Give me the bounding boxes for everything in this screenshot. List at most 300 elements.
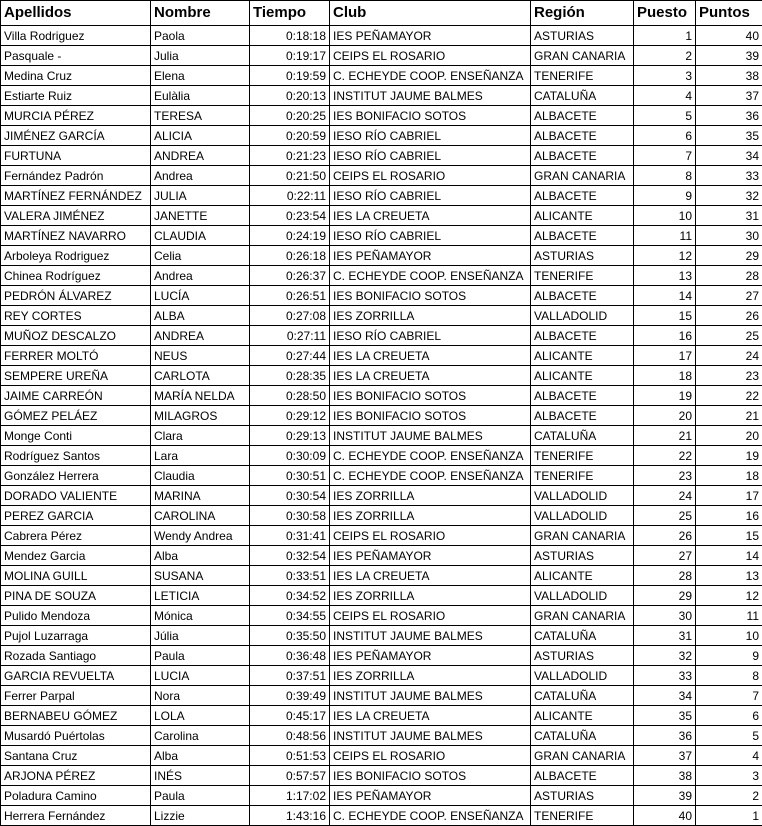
region-cell: ALICANTE — [531, 366, 634, 386]
puntos-cell: 28 — [696, 266, 762, 286]
club-cell: C. ECHEYDE COOP. ENSEÑANZA — [330, 266, 531, 286]
club-cell: CEIPS EL ROSARIO — [330, 606, 531, 626]
nombre-cell: Nora — [151, 686, 250, 706]
club-cell: CEIPS EL ROSARIO — [330, 526, 531, 546]
club-cell: IES PEÑAMAYOR — [330, 646, 531, 666]
club-cell: IES LA CREUETA — [330, 206, 531, 226]
tiempo-cell: 0:51:53 — [250, 746, 330, 766]
puntos-cell: 33 — [696, 166, 762, 186]
tiempo-cell: 0:33:51 — [250, 566, 330, 586]
region-cell: CATALUÑA — [531, 626, 634, 646]
nombre-cell: Mónica — [151, 606, 250, 626]
apellidos-cell: FURTUNA — [1, 146, 151, 166]
club-cell: C. ECHEYDE COOP. ENSEÑANZA — [330, 466, 531, 486]
puesto-cell: 39 — [634, 786, 696, 806]
puesto-cell: 26 — [634, 526, 696, 546]
puesto-cell: 23 — [634, 466, 696, 486]
region-cell: ALBACETE — [531, 126, 634, 146]
tiempo-cell: 0:29:13 — [250, 426, 330, 446]
apellidos-cell: Pulido Mendoza — [1, 606, 151, 626]
puntos-cell: 12 — [696, 586, 762, 606]
tiempo-cell: 0:45:17 — [250, 706, 330, 726]
puntos-cell: 38 — [696, 66, 762, 86]
nombre-cell: LETICIA — [151, 586, 250, 606]
puesto-cell: 22 — [634, 446, 696, 466]
puesto-cell: 29 — [634, 586, 696, 606]
region-cell: GRAN CANARIA — [531, 166, 634, 186]
puesto-cell: 18 — [634, 366, 696, 386]
table-row — [1, 346, 762, 366]
table-row — [1, 66, 762, 86]
apellidos-cell: Monge Conti — [1, 426, 151, 446]
apellidos-cell: PEREZ GARCIA — [1, 506, 151, 526]
nombre-cell: MARÍA NELDA — [151, 386, 250, 406]
apellidos-cell: Medina Cruz — [1, 66, 151, 86]
header-tiempo: Tiempo — [250, 1, 330, 26]
apellidos-cell: Poladura Camino — [1, 786, 151, 806]
tiempo-cell: 0:30:58 — [250, 506, 330, 526]
puesto-cell: 40 — [634, 806, 696, 826]
club-cell: IES ZORRILLA — [330, 506, 531, 526]
nombre-cell: Alba — [151, 546, 250, 566]
puesto-cell: 19 — [634, 386, 696, 406]
apellidos-cell: Estiarte Ruiz — [1, 86, 151, 106]
region-cell: ALICANTE — [531, 566, 634, 586]
apellidos-cell: ARJONA PÉREZ — [1, 766, 151, 786]
tiempo-cell: 0:20:13 — [250, 86, 330, 106]
table-row — [1, 146, 762, 166]
table-row — [1, 286, 762, 306]
tiempo-cell: 0:57:57 — [250, 766, 330, 786]
header-club: Club — [330, 1, 531, 26]
nombre-cell: LOLA — [151, 706, 250, 726]
club-cell: INSTITUT JAUME BALMES — [330, 86, 531, 106]
table-row — [1, 646, 762, 666]
tiempo-cell: 0:21:23 — [250, 146, 330, 166]
apellidos-cell: Santana Cruz — [1, 746, 151, 766]
header-row — [1, 1, 762, 26]
puesto-cell: 2 — [634, 46, 696, 66]
nombre-cell: Julia — [151, 46, 250, 66]
club-cell: C. ECHEYDE COOP. ENSEÑANZA — [330, 66, 531, 86]
region-cell: CATALUÑA — [531, 86, 634, 106]
puntos-cell: 27 — [696, 286, 762, 306]
puntos-cell: 39 — [696, 46, 762, 66]
nombre-cell: TERESA — [151, 106, 250, 126]
puesto-cell: 11 — [634, 226, 696, 246]
region-cell: TENERIFE — [531, 466, 634, 486]
tiempo-cell: 0:24:19 — [250, 226, 330, 246]
table-row — [1, 206, 762, 226]
puntos-cell: 35 — [696, 126, 762, 146]
club-cell: IES BONIFACIO SOTOS — [330, 386, 531, 406]
puesto-cell: 30 — [634, 606, 696, 626]
nombre-cell: INÉS — [151, 766, 250, 786]
region-cell: TENERIFE — [531, 446, 634, 466]
puesto-cell: 15 — [634, 306, 696, 326]
club-cell: IES BONIFACIO SOTOS — [330, 406, 531, 426]
nombre-cell: Lara — [151, 446, 250, 466]
tiempo-cell: 0:30:54 — [250, 486, 330, 506]
region-cell: ALBACETE — [531, 146, 634, 166]
puesto-cell: 34 — [634, 686, 696, 706]
region-cell: ALBACETE — [531, 326, 634, 346]
table-row — [1, 486, 762, 506]
puntos-cell: 25 — [696, 326, 762, 346]
club-cell: IES ZORRILLA — [330, 486, 531, 506]
puntos-cell: 29 — [696, 246, 762, 266]
apellidos-cell: MARTÍNEZ FERNÁNDEZ — [1, 186, 151, 206]
apellidos-cell: SEMPERE UREÑA — [1, 366, 151, 386]
nombre-cell: NEUS — [151, 346, 250, 366]
puntos-cell: 1 — [696, 806, 762, 826]
region-cell: GRAN CANARIA — [531, 746, 634, 766]
puntos-cell: 26 — [696, 306, 762, 326]
nombre-cell: Clara — [151, 426, 250, 446]
puesto-cell: 28 — [634, 566, 696, 586]
nombre-cell: ALBA — [151, 306, 250, 326]
club-cell: IES PEÑAMAYOR — [330, 786, 531, 806]
region-cell: ASTURIAS — [531, 246, 634, 266]
region-cell: ASTURIAS — [531, 546, 634, 566]
tiempo-cell: 0:36:48 — [250, 646, 330, 666]
apellidos-cell: GÓMEZ PELÁEZ — [1, 406, 151, 426]
table-row — [1, 306, 762, 326]
table-row — [1, 746, 762, 766]
nombre-cell: Andrea — [151, 166, 250, 186]
apellidos-cell: DORADO VALIENTE — [1, 486, 151, 506]
club-cell: IESO RÍO CABRIEL — [330, 226, 531, 246]
nombre-cell: Claudia — [151, 466, 250, 486]
puntos-cell: 5 — [696, 726, 762, 746]
puntos-cell: 30 — [696, 226, 762, 246]
nombre-cell: MARINA — [151, 486, 250, 506]
region-cell: TENERIFE — [531, 66, 634, 86]
apellidos-cell: MOLINA GUILL — [1, 566, 151, 586]
region-cell: GRAN CANARIA — [531, 46, 634, 66]
apellidos-cell: MURCIA PÉREZ — [1, 106, 151, 126]
table-row — [1, 666, 762, 686]
puntos-cell: 10 — [696, 626, 762, 646]
club-cell: IES PEÑAMAYOR — [330, 246, 531, 266]
puntos-cell: 18 — [696, 466, 762, 486]
table-row — [1, 226, 762, 246]
puntos-cell: 2 — [696, 786, 762, 806]
tiempo-cell: 0:37:51 — [250, 666, 330, 686]
header-puesto: Puesto — [634, 1, 696, 26]
club-cell: IESO RÍO CABRIEL — [330, 146, 531, 166]
apellidos-cell: Cabrera Pérez — [1, 526, 151, 546]
puesto-cell: 7 — [634, 146, 696, 166]
nombre-cell: CLAUDIA — [151, 226, 250, 246]
nombre-cell: ANDREA — [151, 326, 250, 346]
tiempo-cell: 0:34:52 — [250, 586, 330, 606]
nombre-cell: Eulàlia — [151, 86, 250, 106]
nombre-cell: Carolina — [151, 726, 250, 746]
apellidos-cell: Villa Rodriguez — [1, 26, 151, 46]
table-row — [1, 366, 762, 386]
region-cell: VALLADOLID — [531, 586, 634, 606]
tiempo-cell: 0:19:59 — [250, 66, 330, 86]
table-row — [1, 766, 762, 786]
region-cell: VALLADOLID — [531, 506, 634, 526]
puesto-cell: 6 — [634, 126, 696, 146]
table-row — [1, 466, 762, 486]
apellidos-cell: Arboleya Rodriguez — [1, 246, 151, 266]
tiempo-cell: 1:43:16 — [250, 806, 330, 826]
club-cell: CEIPS EL ROSARIO — [330, 746, 531, 766]
puesto-cell: 33 — [634, 666, 696, 686]
region-cell: CATALUÑA — [531, 686, 634, 706]
apellidos-cell: VALERA JIMÉNEZ — [1, 206, 151, 226]
apellidos-cell: FERRER MOLTÓ — [1, 346, 151, 366]
apellidos-cell: REY CORTES — [1, 306, 151, 326]
puesto-cell: 10 — [634, 206, 696, 226]
puntos-cell: 24 — [696, 346, 762, 366]
region-cell: TENERIFE — [531, 806, 634, 826]
puesto-cell: 24 — [634, 486, 696, 506]
table-header — [1, 1, 762, 26]
nombre-cell: Paula — [151, 646, 250, 666]
puesto-cell: 25 — [634, 506, 696, 526]
puesto-cell: 3 — [634, 66, 696, 86]
puntos-cell: 23 — [696, 366, 762, 386]
nombre-cell: Celia — [151, 246, 250, 266]
tiempo-cell: 0:22:11 — [250, 186, 330, 206]
apellidos-cell: GARCIA REVUELTA — [1, 666, 151, 686]
puntos-cell: 16 — [696, 506, 762, 526]
apellidos-cell: Rodríguez Santos — [1, 446, 151, 466]
table-row — [1, 26, 762, 46]
nombre-cell: Andrea — [151, 266, 250, 286]
region-cell: CATALUÑA — [531, 426, 634, 446]
nombre-cell: Paula — [151, 786, 250, 806]
table-row — [1, 246, 762, 266]
club-cell: IES PEÑAMAYOR — [330, 546, 531, 566]
puntos-cell: 34 — [696, 146, 762, 166]
table-row — [1, 106, 762, 126]
tiempo-cell: 0:26:51 — [250, 286, 330, 306]
club-cell: IES LA CREUETA — [330, 566, 531, 586]
header-region: Región — [531, 1, 634, 26]
region-cell: ASTURIAS — [531, 786, 634, 806]
puntos-cell: 22 — [696, 386, 762, 406]
header-puntos: Puntos — [696, 1, 762, 26]
club-cell: IES BONIFACIO SOTOS — [330, 766, 531, 786]
club-cell: IES LA CREUETA — [330, 706, 531, 726]
tiempo-cell: 0:28:50 — [250, 386, 330, 406]
tiempo-cell: 0:39:49 — [250, 686, 330, 706]
nombre-cell: JULIA — [151, 186, 250, 206]
region-cell: ALBACETE — [531, 766, 634, 786]
puesto-cell: 9 — [634, 186, 696, 206]
puesto-cell: 13 — [634, 266, 696, 286]
table-row — [1, 686, 762, 706]
region-cell: GRAN CANARIA — [531, 606, 634, 626]
apellidos-cell: MUÑOZ DESCALZO — [1, 326, 151, 346]
table-row — [1, 586, 762, 606]
puesto-cell: 8 — [634, 166, 696, 186]
club-cell: INSTITUT JAUME BALMES — [330, 426, 531, 446]
table-row — [1, 546, 762, 566]
nombre-cell: Alba — [151, 746, 250, 766]
puesto-cell: 35 — [634, 706, 696, 726]
table-row — [1, 786, 762, 806]
apellidos-cell: JIMÉNEZ GARCÍA — [1, 126, 151, 146]
club-cell: IES PEÑAMAYOR — [330, 26, 531, 46]
table-row — [1, 406, 762, 426]
puntos-cell: 37 — [696, 86, 762, 106]
table-row — [1, 126, 762, 146]
tiempo-cell: 0:32:54 — [250, 546, 330, 566]
puesto-cell: 20 — [634, 406, 696, 426]
tiempo-cell: 0:28:35 — [250, 366, 330, 386]
puesto-cell: 4 — [634, 86, 696, 106]
club-cell: INSTITUT JAUME BALMES — [330, 686, 531, 706]
region-cell: ALICANTE — [531, 346, 634, 366]
tiempo-cell: 0:48:56 — [250, 726, 330, 746]
tiempo-cell: 1:17:02 — [250, 786, 330, 806]
puntos-cell: 7 — [696, 686, 762, 706]
table-row — [1, 706, 762, 726]
puntos-cell: 21 — [696, 406, 762, 426]
table-row — [1, 326, 762, 346]
table-row — [1, 566, 762, 586]
tiempo-cell: 0:26:18 — [250, 246, 330, 266]
nombre-cell: LUCÍA — [151, 286, 250, 306]
puntos-cell: 13 — [696, 566, 762, 586]
tiempo-cell: 0:35:50 — [250, 626, 330, 646]
tiempo-cell: 0:30:09 — [250, 446, 330, 466]
nombre-cell: LUCIA — [151, 666, 250, 686]
nombre-cell: SUSANA — [151, 566, 250, 586]
club-cell: INSTITUT JAUME BALMES — [330, 726, 531, 746]
apellidos-cell: Pujol Luzarraga — [1, 626, 151, 646]
puesto-cell: 12 — [634, 246, 696, 266]
region-cell: ASTURIAS — [531, 646, 634, 666]
club-cell: IES ZORRILLA — [330, 666, 531, 686]
puesto-cell: 17 — [634, 346, 696, 366]
table-body — [1, 26, 762, 826]
table-row — [1, 46, 762, 66]
apellidos-cell: BERNABEU GÓMEZ — [1, 706, 151, 726]
puesto-cell: 14 — [634, 286, 696, 306]
puesto-cell: 31 — [634, 626, 696, 646]
header-apellidos: Apellidos — [1, 1, 151, 26]
puntos-cell: 19 — [696, 446, 762, 466]
region-cell: ALBACETE — [531, 186, 634, 206]
apellidos-cell: González Herrera — [1, 466, 151, 486]
club-cell: IESO RÍO CABRIEL — [330, 326, 531, 346]
apellidos-cell: Chinea Rodríguez — [1, 266, 151, 286]
puntos-cell: 31 — [696, 206, 762, 226]
region-cell: ALBACETE — [531, 106, 634, 126]
club-cell: CEIPS EL ROSARIO — [330, 46, 531, 66]
club-cell: C. ECHEYDE COOP. ENSEÑANZA — [330, 806, 531, 826]
tiempo-cell: 0:31:41 — [250, 526, 330, 546]
puntos-cell: 6 — [696, 706, 762, 726]
puntos-cell: 36 — [696, 106, 762, 126]
table-row — [1, 606, 762, 626]
tiempo-cell: 0:27:11 — [250, 326, 330, 346]
tiempo-cell: 0:27:08 — [250, 306, 330, 326]
nombre-cell: Elena — [151, 66, 250, 86]
nombre-cell: CAROLINA — [151, 506, 250, 526]
nombre-cell: Lizzie — [151, 806, 250, 826]
puesto-cell: 37 — [634, 746, 696, 766]
region-cell: CATALUÑA — [531, 726, 634, 746]
table-row — [1, 426, 762, 446]
nombre-cell: JANETTE — [151, 206, 250, 226]
nombre-cell: Wendy Andrea — [151, 526, 250, 546]
table-row — [1, 526, 762, 546]
club-cell: IES BONIFACIO SOTOS — [330, 286, 531, 306]
puesto-cell: 16 — [634, 326, 696, 346]
nombre-cell: ANDREA — [151, 146, 250, 166]
nombre-cell: Paola — [151, 26, 250, 46]
puntos-cell: 17 — [696, 486, 762, 506]
apellidos-cell: Rozada Santiago — [1, 646, 151, 666]
club-cell: IES ZORRILLA — [330, 586, 531, 606]
club-cell: IES BONIFACIO SOTOS — [330, 106, 531, 126]
table-row — [1, 626, 762, 646]
nombre-cell: Júlia — [151, 626, 250, 646]
apellidos-cell: Pasquale - — [1, 46, 151, 66]
apellidos-cell: Mendez Garcia — [1, 546, 151, 566]
tiempo-cell: 0:20:25 — [250, 106, 330, 126]
puntos-cell: 4 — [696, 746, 762, 766]
puntos-cell: 8 — [696, 666, 762, 686]
apellidos-cell: MARTÍNEZ NAVARRO — [1, 226, 151, 246]
puesto-cell: 36 — [634, 726, 696, 746]
table-row — [1, 186, 762, 206]
club-cell: IESO RÍO CABRIEL — [330, 186, 531, 206]
apellidos-cell: JAIME CARREÓN — [1, 386, 151, 406]
table-row — [1, 806, 762, 826]
apellidos-cell: Musardó Puértolas — [1, 726, 151, 746]
puesto-cell: 5 — [634, 106, 696, 126]
nombre-cell: CARLOTA — [151, 366, 250, 386]
tiempo-cell: 0:18:18 — [250, 26, 330, 46]
tiempo-cell: 0:19:17 — [250, 46, 330, 66]
club-cell: CEIPS EL ROSARIO — [330, 166, 531, 186]
puntos-cell: 32 — [696, 186, 762, 206]
puntos-cell: 40 — [696, 26, 762, 46]
nombre-cell: MILAGROS — [151, 406, 250, 426]
region-cell: ASTURIAS — [531, 26, 634, 46]
region-cell: ALBACETE — [531, 226, 634, 246]
tiempo-cell: 0:29:12 — [250, 406, 330, 426]
region-cell: VALLADOLID — [531, 486, 634, 506]
region-cell: ALICANTE — [531, 706, 634, 726]
puesto-cell: 27 — [634, 546, 696, 566]
table-row — [1, 266, 762, 286]
puntos-cell: 11 — [696, 606, 762, 626]
club-cell: IES ZORRILLA — [330, 306, 531, 326]
region-cell: ALICANTE — [531, 206, 634, 226]
puntos-cell: 20 — [696, 426, 762, 446]
region-cell: ALBACETE — [531, 286, 634, 306]
header-nombre: Nombre — [151, 1, 250, 26]
apellidos-cell: Herrera Fernández — [1, 806, 151, 826]
club-cell: C. ECHEYDE COOP. ENSEÑANZA — [330, 446, 531, 466]
apellidos-cell: PINA DE SOUZA — [1, 586, 151, 606]
table-row — [1, 166, 762, 186]
table-row — [1, 506, 762, 526]
club-cell: IES LA CREUETA — [330, 366, 531, 386]
apellidos-cell: Fernández Padrón — [1, 166, 151, 186]
apellidos-cell: Ferrer Parpal — [1, 686, 151, 706]
